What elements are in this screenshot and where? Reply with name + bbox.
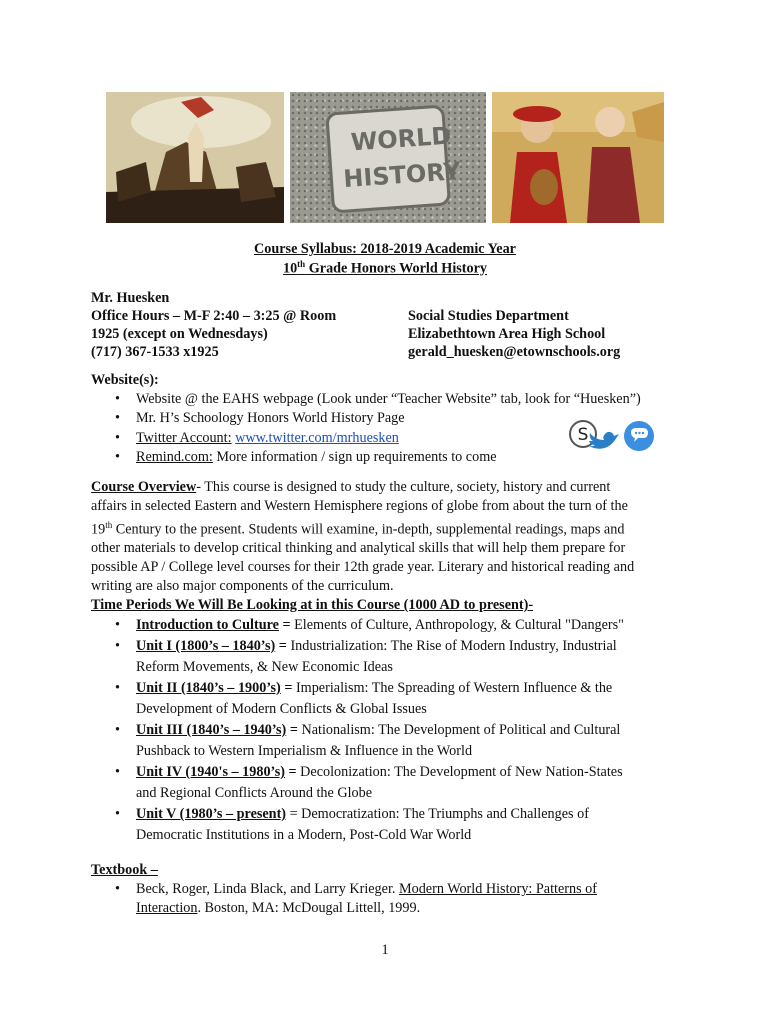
units-list (91, 615, 731, 846)
department-info (408, 307, 620, 361)
teacher-email: gerald_huesken@etownschools.org (408, 344, 621, 360)
list-item: • Website @ the EAHS webpage (Look under “Teacher Website” tab, look for “Huesken”) (115, 391, 641, 407)
overview-line: other materials to develop critical thinking and analytical skills that will help them prepare for (91, 540, 626, 557)
unit-description-cont: Democratic Institutions in a Modern, Post-Cold War World (136, 827, 472, 843)
overview-line: affairs in selected Eastern and Western Hemisphere regions of globe from about the turn of the (91, 497, 628, 514)
unit-name: Unit IV (1940's – 1980’s) (136, 764, 285, 780)
overview-line: possible AP / College level courses for their 12th grade year. Literary and historical reading and (91, 558, 635, 575)
overview-line: Century to the present. Students will examine, in-depth, supplemental readings, maps and (115, 521, 625, 538)
equals-sign: = (280, 680, 296, 696)
renaissance-painting-image (492, 92, 664, 223)
textbook-title-cont: Interaction (136, 900, 198, 916)
list-item: • Unit III (1840’s – 1940’s) = Nationalism: The Development of Political and Cultural Pushback to Western Imperialism & Influence in the World (115, 722, 621, 759)
unit-description-cont: Reform Movements, & New Economic Ideas (136, 659, 393, 675)
list-item: • Unit II (1840’s – 1900’s) = Imperialism: The Spreading of Western Influence & the Development of Modern Conflicts & Global Issues (115, 680, 613, 717)
unit-name: Unit V (1980’s – present) (136, 806, 287, 822)
remind-label: Remind.com: (136, 448, 213, 465)
twitter-bird-icon[interactable] (583, 426, 623, 456)
overview-line: - This course is designed to study the culture, society, history and current (196, 479, 611, 495)
unit-description: Democratization: The Triumphs and Challenges of (301, 806, 589, 822)
equals-sign: = (278, 617, 295, 633)
course-name: Grade Honors World History (305, 260, 487, 277)
liberty-painting-image (106, 92, 284, 223)
overview-line: writing are also major components of the curriculum. (91, 577, 394, 594)
unit-description-cont: Pushback to Western Imperialism & Influence in the World (136, 743, 473, 759)
school-name: Elizabethtown Area High School (408, 326, 606, 342)
remind-text: More information / sign up requirements to come (212, 448, 497, 465)
textbook-authors: Beck, Roger, Linda Black, and Larry Krieger. (136, 881, 399, 897)
unit-name: Unit II (1840’s – 1900’s) (136, 680, 281, 696)
unit-name: Unit III (1840’s – 1940’s) (136, 722, 287, 738)
svg-text:S: S (577, 425, 589, 445)
course-overview (91, 478, 691, 596)
syllabus-title: Course Syllabus: 2018-2019 Academic Year (254, 241, 516, 257)
page-number: 1 (381, 942, 389, 958)
unit-description: Elements of Culture, Anthropology, & Cultural "Dangers" (294, 617, 624, 633)
eahs-website-text: Website @ the EAHS webpage (Look under “Teacher Website” tab, look for “Huesken”) (136, 391, 641, 407)
list-item: • Introduction to Culture = Elements of Culture, Anthropology, & Cultural "Dangers" (115, 617, 624, 633)
list-item: • Beck, Roger, Linda Black, and Larry Krieger. Modern World History: Patterns of Interaction. Boston, MA: McDougal Littell, 1999. (115, 881, 597, 916)
textbook-list (91, 880, 731, 918)
century-number: 19 (91, 521, 106, 538)
schoology-page-text: Mr. H’s Schoology Honors World History Page (136, 410, 405, 427)
unit-description: Imperialism: The Spreading of Western Influence & the (295, 680, 613, 696)
equals-sign: = (275, 638, 291, 654)
department-name: Social Studies Department (408, 308, 569, 324)
list-item: • Mr. H’s Schoology Honors World History Page (115, 410, 405, 427)
equals-sign: = (286, 722, 302, 738)
list-item: • Unit IV (1940's – 1980’s) = Decolonization: The Development of New Nation-States and Regional Conflicts Around the Globe (115, 764, 623, 801)
unit-description-cont: Development of Modern Conflicts & Global Issues (136, 701, 427, 717)
remind-chat-icon[interactable] (623, 420, 655, 452)
course-title (0, 259, 770, 278)
unit-description: Nationalism: The Development of Political and Cultural (301, 722, 621, 738)
list-item: • Unit V (1980’s – present) = Democratization: The Triumphs and Challenges of Democratic Institutions in a Modern, Post-Cold War World (115, 806, 589, 843)
twitter-label: Twitter Account: (136, 429, 232, 446)
overview-heading: Course Overview (91, 479, 197, 495)
teacher-name: Mr. Huesken (91, 290, 170, 306)
world-history-sign-image (290, 92, 486, 223)
list-item: • Unit I (1800’s – 1840’s) = Industrialization: The Rise of Modern Industry, Industrial Reform Movements, & New Economic Ideas (115, 638, 617, 675)
header-banner (106, 92, 664, 223)
unit-name: Introduction to Culture (136, 617, 279, 633)
svg-text:HISTORY: HISTORY (342, 156, 462, 194)
time-periods-heading: Time Periods We Will Be Looking at in this Course (1000 AD to present)- (91, 597, 534, 613)
textbook-publisher: . Boston, MA: McDougal Littell, 1999. (197, 900, 421, 916)
equals-sign: = (284, 764, 301, 780)
textbook-heading: Textbook – (91, 862, 158, 878)
century-suffix: th (105, 519, 113, 530)
unit-name: Unit I (1800’s – 1840’s) (136, 638, 276, 654)
office-hours-line1: Office Hours – M-F 2:40 – 3:25 @ Room (91, 308, 337, 324)
websites-heading: Website(s): (91, 372, 159, 388)
unit-description: Decolonization: The Development of New Nation-States (300, 764, 623, 780)
teacher-phone: (717) 367-1533 x1925 (91, 344, 219, 360)
list-item: • Twitter Account: www.twitter.com/mrhuesken (115, 429, 399, 446)
grade-suffix: th (297, 259, 306, 269)
teacher-info (91, 289, 336, 361)
unit-description: Industrialization: The Rise of Modern Industry, Industrial (290, 638, 617, 654)
equals-sign: = (286, 806, 302, 822)
office-hours-line2: 1925 (except on Wednesdays) (91, 326, 268, 342)
textbook-title: Modern World History: Patterns of (399, 881, 597, 897)
svg-text:WORLD: WORLD (349, 121, 453, 157)
unit-description-cont: and Regional Conflicts Around the Globe (136, 785, 373, 801)
twitter-link[interactable]: www.twitter.com/mrhuesken (235, 429, 399, 446)
grade-number: 10 (282, 260, 298, 277)
list-item: • Remind.com: More information / sign up requirements to come (115, 448, 497, 465)
